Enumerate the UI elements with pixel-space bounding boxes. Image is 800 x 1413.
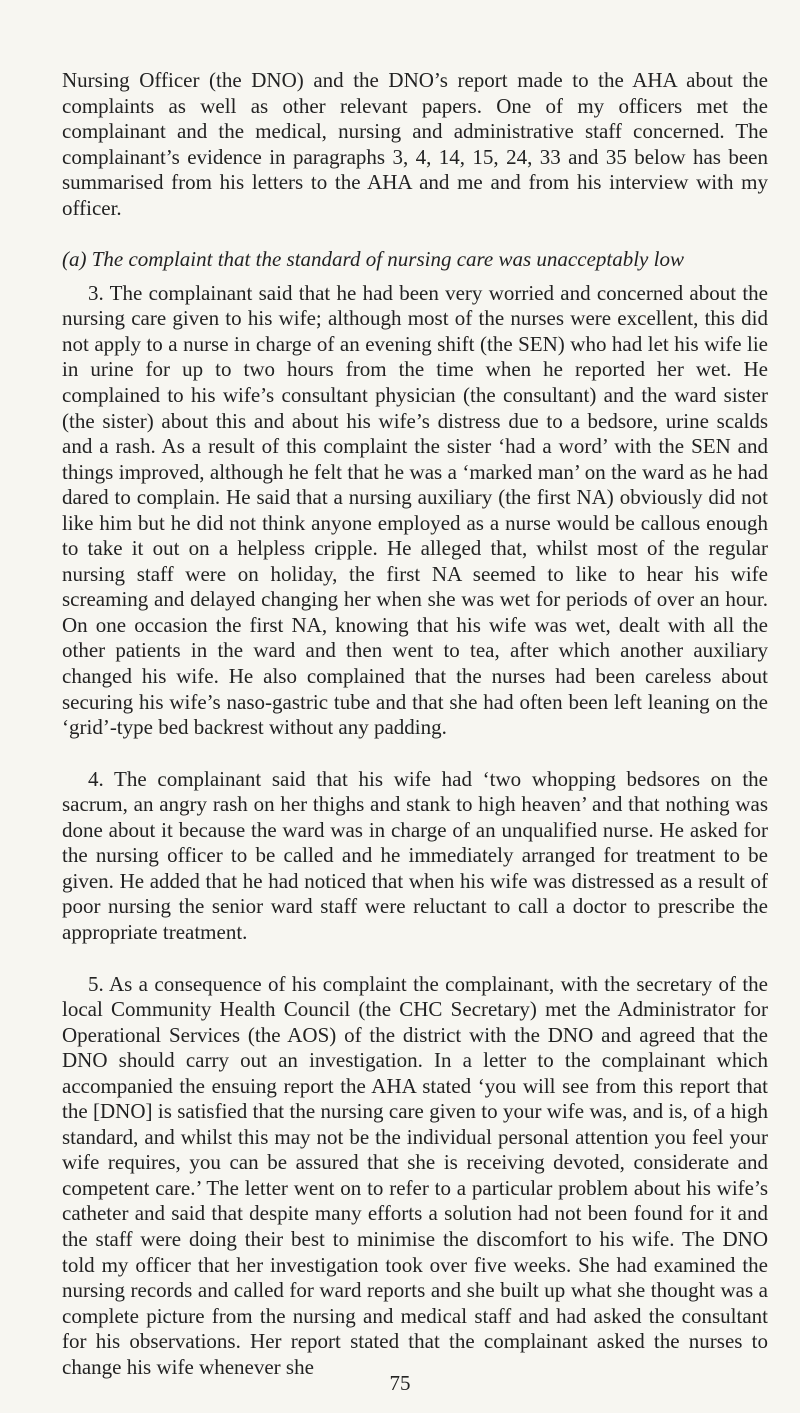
document-page <box>62 68 768 1380</box>
paragraph-3: 3. The complainant said that he had been very worried and concerned about the nursing care given to his wife; although most of the nurses were excellent, this did not apply to a nurse in charge of an evening shift (the SEN) who had let his wife lie in urine for up to two hours from the time when he reported her wet. He complained to his wife’s consultant physician (the consultant) and the ward sister (the sister) about this and about his wife’s distress due to a bedsore, urine scalds and a rash. As a result of this complaint the sister ‘had a word’ with the SEN and things improved, although he felt that he was a ‘marked man’ on the ward as he had dared to complain. He said that a nursing auxiliary (the first NA) obviously did not like him but he did not think anyone employed as a nurse would be callous enough to take it out on a helpless cripple. He alleged that, whilst most of the regular nursing staff were on holiday, the first NA seemed to like to hear his wife screaming and delayed changing her when she was wet for periods of over an hour. On one occasion the first NA, knowing that his wife was wet, dealt with all the other patients in the ward and then went to tea, after which another auxiliary changed his wife. He also complained that the nurses had been careless about securing his wife’s naso-gastric tube and that she had often been left leaning on the ‘grid’-type bed backrest without any padding. <box>62 280 768 740</box>
page-number: 75 <box>389 1371 411 1395</box>
section-heading: (a) The complaint that the standard of nursing care was unacceptably low <box>62 247 684 272</box>
paragraph-4: 4. The complainant said that his wife had ‘two whopping bedsores on the sacrum, an angry rash on her thighs and stank to high heaven’ and that nothing was done about it because the ward was in charge of an unqualified nurse. He asked for the nursing officer to be called and he immediately arranged for treatment to be given. He added that he had noticed that when his wife was distressed as a result of poor nursing the senior ward staff were reluctant to call a doctor to prescribe the appropriate treatment. <box>62 766 768 944</box>
paragraph-5: 5. As a consequence of his complaint the complainant, with the secretary of the local Community Health Council (the CHC Secretary) met the Administrator for Operational Services (the AOS) of the district with the DNO and agreed that the DNO should carry out an investigation. In a letter to the complainant which accompanied the ensuing report the AHA stated ‘you will see from this report that the [DNO] is satisfied that the nursing care given to your wife was, and is, of a high standard, and whilst this may not be the individual personal attention you feel your wife requires, you can be assured that she is receiving devoted, considerate and competent care.’ The letter went on to refer to a particular problem about his wife’s catheter and said that despite many efforts a solution had not been found for it and the staff were doing their best to minimise the discomfort to his wife. The DNO told my officer that her investigation took over five weeks. She had examined the nursing records and called for ward reports and she built up what she thought was a complete picture from the nursing and medical staff and had asked the consultant for his observations. Her report stated that the complainant asked the nurses to change his wife whenever she <box>62 971 768 1379</box>
intro-paragraph: Nursing Officer (the DNO) and the DNO’s report made to the AHA about the complaints as well as other relevant papers. One of my officers met the complainant and the medical, nursing and administrative staff concerned. The complainant’s evidence in paragraphs 3, 4, 14, 15, 24, 33 and 35 below has been summarised from his letters to the AHA and me and from his interview with my officer. <box>62 68 768 220</box>
